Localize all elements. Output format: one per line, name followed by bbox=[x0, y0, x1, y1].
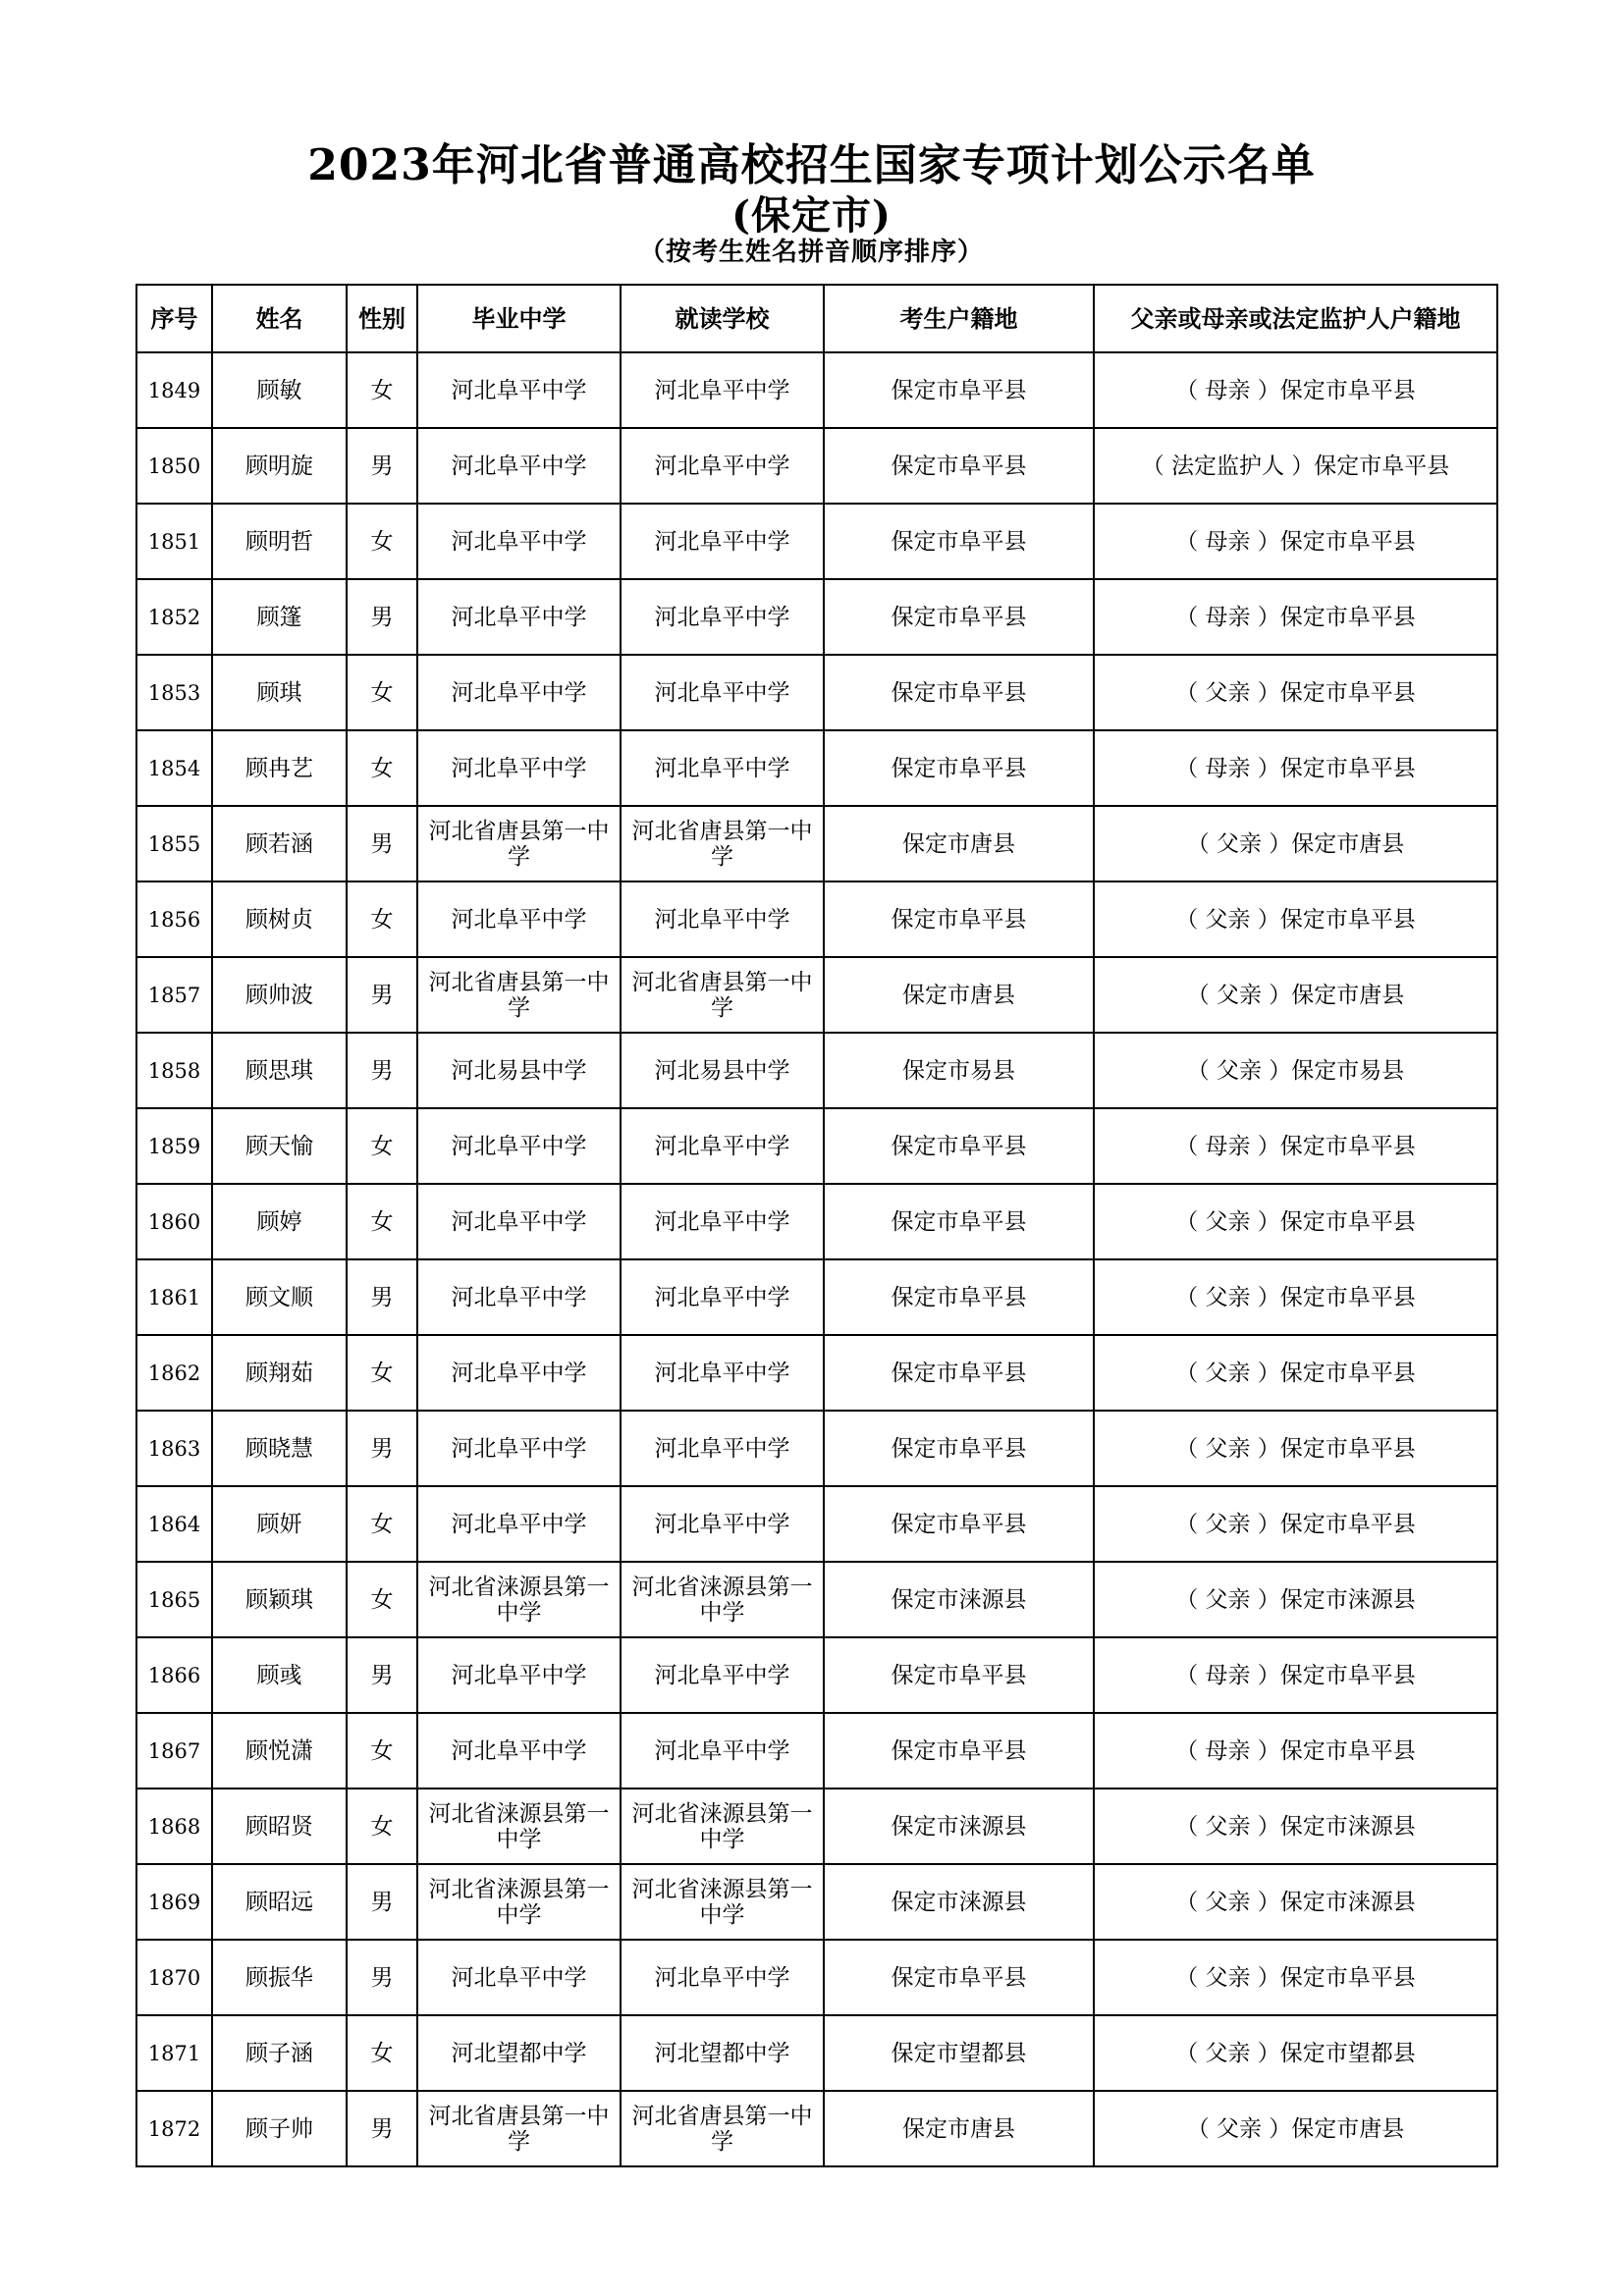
cell-guardian-domicile: （ 母亲 ）保定市阜平县 bbox=[1094, 1713, 1497, 1789]
cell-gender: 男 bbox=[347, 957, 417, 1033]
header-graduated-school: 毕业中学 bbox=[417, 285, 621, 352]
table-row bbox=[136, 1184, 1497, 1259]
cell-student-domicile: 保定市阜平县 bbox=[824, 1335, 1094, 1411]
cell-name: 顾敏 bbox=[212, 352, 347, 428]
cell-current-school: 河北阜平中学 bbox=[621, 352, 824, 428]
cell-seq: 1868 bbox=[136, 1789, 212, 1864]
cell-seq: 1858 bbox=[136, 1033, 212, 1108]
cell-student-domicile: 保定市唐县 bbox=[824, 2091, 1094, 2166]
table-row bbox=[136, 1789, 1497, 1864]
cell-student-domicile: 保定市阜平县 bbox=[824, 1108, 1094, 1184]
cell-graduated-school: 河北望都中学 bbox=[417, 2015, 621, 2091]
cell-name: 顾昭远 bbox=[212, 1864, 347, 1940]
cell-student-domicile: 保定市阜平县 bbox=[824, 1637, 1094, 1713]
cell-guardian-domicile: （ 父亲 ）保定市阜平县 bbox=[1094, 1259, 1497, 1335]
cell-guardian-domicile: （ 父亲 ）保定市望都县 bbox=[1094, 2015, 1497, 2091]
cell-guardian-domicile: （ 母亲 ）保定市阜平县 bbox=[1094, 579, 1497, 655]
cell-gender: 女 bbox=[347, 1789, 417, 1864]
header-guardian-domicile: 父亲或母亲或法定监护人户籍地 bbox=[1094, 285, 1497, 352]
cell-name: 顾子帅 bbox=[212, 2091, 347, 2166]
cell-name: 顾天愉 bbox=[212, 1108, 347, 1184]
table-row bbox=[136, 655, 1497, 730]
cell-gender: 女 bbox=[347, 2015, 417, 2091]
cell-seq: 1855 bbox=[136, 806, 212, 881]
cell-graduated-school: 河北阜平中学 bbox=[417, 1940, 621, 2015]
cell-seq: 1866 bbox=[136, 1637, 212, 1713]
table-row bbox=[136, 730, 1497, 806]
cell-current-school: 河北阜平中学 bbox=[621, 730, 824, 806]
cell-name: 顾明旋 bbox=[212, 428, 347, 504]
cell-student-domicile: 保定市阜平县 bbox=[824, 1411, 1094, 1486]
cell-student-domicile: 保定市阜平县 bbox=[824, 1940, 1094, 2015]
cell-graduated-school: 河北阜平中学 bbox=[417, 1335, 621, 1411]
table-row bbox=[136, 2015, 1497, 2091]
cell-guardian-domicile: （ 父亲 ）保定市阜平县 bbox=[1094, 655, 1497, 730]
cell-name: 顾昭贤 bbox=[212, 1789, 347, 1864]
cell-guardian-domicile: （ 父亲 ）保定市阜平县 bbox=[1094, 1335, 1497, 1411]
cell-name: 顾颖琪 bbox=[212, 1562, 347, 1637]
cell-current-school: 河北省唐县第一中学 bbox=[621, 2091, 824, 2166]
cell-gender: 男 bbox=[347, 579, 417, 655]
cell-name: 顾篷 bbox=[212, 579, 347, 655]
table-row bbox=[136, 428, 1497, 504]
cell-seq: 1860 bbox=[136, 1184, 212, 1259]
cell-current-school: 河北阜平中学 bbox=[621, 1259, 824, 1335]
cell-gender: 女 bbox=[347, 1335, 417, 1411]
cell-guardian-domicile: （ 父亲 ）保定市唐县 bbox=[1094, 806, 1497, 881]
cell-guardian-domicile: （ 母亲 ）保定市阜平县 bbox=[1094, 730, 1497, 806]
cell-student-domicile: 保定市阜平县 bbox=[824, 1486, 1094, 1562]
cell-gender: 女 bbox=[347, 352, 417, 428]
cell-student-domicile: 保定市阜平县 bbox=[824, 504, 1094, 579]
cell-seq: 1864 bbox=[136, 1486, 212, 1562]
cell-name: 顾悦潇 bbox=[212, 1713, 347, 1789]
cell-gender: 女 bbox=[347, 1108, 417, 1184]
cell-graduated-school: 河北阜平中学 bbox=[417, 504, 621, 579]
table-row bbox=[136, 806, 1497, 881]
document-subtitle: (保定市) bbox=[731, 192, 892, 239]
cell-student-domicile: 保定市阜平县 bbox=[824, 655, 1094, 730]
cell-graduated-school: 河北省涞源县第一中学 bbox=[417, 1562, 621, 1637]
cell-name: 顾晓慧 bbox=[212, 1411, 347, 1486]
table-row bbox=[136, 957, 1497, 1033]
cell-gender: 女 bbox=[347, 1562, 417, 1637]
cell-current-school: 河北省涞源县第一中学 bbox=[621, 1562, 824, 1637]
cell-current-school: 河北阜平中学 bbox=[621, 1637, 824, 1713]
table-row bbox=[136, 504, 1497, 579]
cell-student-domicile: 保定市涞源县 bbox=[824, 1789, 1094, 1864]
roster-table bbox=[135, 284, 1498, 2167]
cell-gender: 男 bbox=[347, 1864, 417, 1940]
table-row bbox=[136, 1562, 1497, 1637]
cell-graduated-school: 河北阜平中学 bbox=[417, 881, 621, 957]
cell-graduated-school: 河北阜平中学 bbox=[417, 1259, 621, 1335]
cell-graduated-school: 河北省唐县第一中学 bbox=[417, 957, 621, 1033]
cell-current-school: 河北望都中学 bbox=[621, 2015, 824, 2091]
cell-student-domicile: 保定市唐县 bbox=[824, 957, 1094, 1033]
table-row bbox=[136, 1864, 1497, 1940]
cell-seq: 1857 bbox=[136, 957, 212, 1033]
cell-current-school: 河北阜平中学 bbox=[621, 1411, 824, 1486]
cell-student-domicile: 保定市阜平县 bbox=[824, 352, 1094, 428]
cell-seq: 1851 bbox=[136, 504, 212, 579]
cell-seq: 1871 bbox=[136, 2015, 212, 2091]
cell-seq: 1852 bbox=[136, 579, 212, 655]
cell-guardian-domicile: （ 母亲 ）保定市阜平县 bbox=[1094, 352, 1497, 428]
cell-graduated-school: 河北省唐县第一中学 bbox=[417, 806, 621, 881]
table-row bbox=[136, 1940, 1497, 2015]
cell-gender: 男 bbox=[347, 1033, 417, 1108]
cell-guardian-domicile: （ 父亲 ）保定市阜平县 bbox=[1094, 881, 1497, 957]
cell-gender: 男 bbox=[347, 428, 417, 504]
cell-graduated-school: 河北阜平中学 bbox=[417, 1411, 621, 1486]
cell-name: 顾妍 bbox=[212, 1486, 347, 1562]
table-row bbox=[136, 1335, 1497, 1411]
cell-current-school: 河北阜平中学 bbox=[621, 428, 824, 504]
cell-graduated-school: 河北阜平中学 bbox=[417, 579, 621, 655]
cell-graduated-school: 河北阜平中学 bbox=[417, 1637, 621, 1713]
cell-seq: 1862 bbox=[136, 1335, 212, 1411]
table-row bbox=[136, 1713, 1497, 1789]
cell-name: 顾帅波 bbox=[212, 957, 347, 1033]
cell-seq: 1849 bbox=[136, 352, 212, 428]
cell-guardian-domicile: （ 母亲 ）保定市阜平县 bbox=[1094, 504, 1497, 579]
cell-seq: 1863 bbox=[136, 1411, 212, 1486]
cell-student-domicile: 保定市阜平县 bbox=[824, 881, 1094, 957]
cell-graduated-school: 河北阜平中学 bbox=[417, 1184, 621, 1259]
table-row bbox=[136, 2091, 1497, 2166]
header-current-school: 就读学校 bbox=[621, 285, 824, 352]
cell-gender: 女 bbox=[347, 1713, 417, 1789]
cell-gender: 男 bbox=[347, 1259, 417, 1335]
cell-current-school: 河北省唐县第一中学 bbox=[621, 957, 824, 1033]
cell-name: 顾婷 bbox=[212, 1184, 347, 1259]
cell-name: 顾子涵 bbox=[212, 2015, 347, 2091]
table-row bbox=[136, 881, 1497, 957]
cell-current-school: 河北阜平中学 bbox=[621, 881, 824, 957]
cell-gender: 男 bbox=[347, 1637, 417, 1713]
cell-guardian-domicile: （ 父亲 ）保定市涞源县 bbox=[1094, 1562, 1497, 1637]
cell-graduated-school: 河北省涞源县第一中学 bbox=[417, 1789, 621, 1864]
cell-graduated-school: 河北省涞源县第一中学 bbox=[417, 1864, 621, 1940]
cell-name: 顾琪 bbox=[212, 655, 347, 730]
cell-student-domicile: 保定市阜平县 bbox=[824, 1713, 1094, 1789]
table-row bbox=[136, 1259, 1497, 1335]
cell-seq: 1853 bbox=[136, 655, 212, 730]
cell-guardian-domicile: （ 母亲 ）保定市阜平县 bbox=[1094, 1108, 1497, 1184]
cell-student-domicile: 保定市涞源县 bbox=[824, 1864, 1094, 1940]
cell-name: 顾振华 bbox=[212, 1940, 347, 2015]
cell-graduated-school: 河北阜平中学 bbox=[417, 1713, 621, 1789]
cell-student-domicile: 保定市阜平县 bbox=[824, 1184, 1094, 1259]
cell-gender: 女 bbox=[347, 730, 417, 806]
cell-guardian-domicile: （ 父亲 ）保定市唐县 bbox=[1094, 2091, 1497, 2166]
table-row bbox=[136, 1637, 1497, 1713]
cell-seq: 1867 bbox=[136, 1713, 212, 1789]
document-sort-note: （按考生姓名拼音顺序排序） bbox=[638, 238, 984, 267]
header-gender: 性别 bbox=[347, 285, 417, 352]
cell-guardian-domicile: （ 父亲 ）保定市涞源县 bbox=[1094, 1864, 1497, 1940]
cell-name: 顾若涵 bbox=[212, 806, 347, 881]
cell-current-school: 河北易县中学 bbox=[621, 1033, 824, 1108]
cell-name: 顾明哲 bbox=[212, 504, 347, 579]
cell-guardian-domicile: （ 父亲 ）保定市阜平县 bbox=[1094, 1486, 1497, 1562]
header-name: 姓名 bbox=[212, 285, 347, 352]
cell-guardian-domicile: （ 父亲 ）保定市阜平县 bbox=[1094, 1411, 1497, 1486]
cell-graduated-school: 河北阜平中学 bbox=[417, 352, 621, 428]
header-student-domicile: 考生户籍地 bbox=[824, 285, 1094, 352]
cell-current-school: 河北阜平中学 bbox=[621, 1108, 824, 1184]
cell-name: 顾树贞 bbox=[212, 881, 347, 957]
cell-gender: 女 bbox=[347, 881, 417, 957]
table-header-row bbox=[136, 285, 1497, 352]
cell-graduated-school: 河北阜平中学 bbox=[417, 1486, 621, 1562]
cell-current-school: 河北省唐县第一中学 bbox=[621, 806, 824, 881]
cell-seq: 1850 bbox=[136, 428, 212, 504]
cell-name: 顾冉艺 bbox=[212, 730, 347, 806]
header-seq: 序号 bbox=[136, 285, 212, 352]
cell-seq: 1854 bbox=[136, 730, 212, 806]
cell-current-school: 河北阜平中学 bbox=[621, 1940, 824, 2015]
cell-gender: 男 bbox=[347, 1411, 417, 1486]
table-row bbox=[136, 1033, 1497, 1108]
cell-guardian-domicile: （ 父亲 ）保定市阜平县 bbox=[1094, 1940, 1497, 2015]
cell-gender: 女 bbox=[347, 1486, 417, 1562]
cell-gender: 女 bbox=[347, 504, 417, 579]
document-title: 2023年河北省普通高校招生国家专项计划公示名单 bbox=[307, 140, 1316, 190]
cell-student-domicile: 保定市望都县 bbox=[824, 2015, 1094, 2091]
cell-gender: 女 bbox=[347, 655, 417, 730]
cell-current-school: 河北省涞源县第一中学 bbox=[621, 1864, 824, 1940]
cell-seq: 1856 bbox=[136, 881, 212, 957]
cell-current-school: 河北阜平中学 bbox=[621, 579, 824, 655]
cell-seq: 1859 bbox=[136, 1108, 212, 1184]
cell-student-domicile: 保定市唐县 bbox=[824, 806, 1094, 881]
cell-graduated-school: 河北阜平中学 bbox=[417, 1108, 621, 1184]
cell-graduated-school: 河北阜平中学 bbox=[417, 730, 621, 806]
cell-gender: 男 bbox=[347, 1940, 417, 2015]
cell-student-domicile: 保定市易县 bbox=[824, 1033, 1094, 1108]
cell-guardian-domicile: （ 父亲 ）保定市涞源县 bbox=[1094, 1789, 1497, 1864]
cell-student-domicile: 保定市阜平县 bbox=[824, 1259, 1094, 1335]
cell-student-domicile: 保定市涞源县 bbox=[824, 1562, 1094, 1637]
cell-current-school: 河北阜平中学 bbox=[621, 1335, 824, 1411]
cell-graduated-school: 河北易县中学 bbox=[417, 1033, 621, 1108]
cell-current-school: 河北阜平中学 bbox=[621, 655, 824, 730]
cell-seq: 1872 bbox=[136, 2091, 212, 2166]
cell-name: 顾翔茹 bbox=[212, 1335, 347, 1411]
cell-guardian-domicile: （ 母亲 ）保定市阜平县 bbox=[1094, 1637, 1497, 1713]
table-row bbox=[136, 1108, 1497, 1184]
cell-graduated-school: 河北省唐县第一中学 bbox=[417, 2091, 621, 2166]
table-row bbox=[136, 579, 1497, 655]
cell-guardian-domicile: （ 父亲 ）保定市易县 bbox=[1094, 1033, 1497, 1108]
cell-current-school: 河北阜平中学 bbox=[621, 1713, 824, 1789]
cell-student-domicile: 保定市阜平县 bbox=[824, 730, 1094, 806]
cell-guardian-domicile: （ 法定监护人 ）保定市阜平县 bbox=[1094, 428, 1497, 504]
cell-current-school: 河北阜平中学 bbox=[621, 1486, 824, 1562]
table-row bbox=[136, 1411, 1497, 1486]
cell-current-school: 河北省涞源县第一中学 bbox=[621, 1789, 824, 1864]
cell-graduated-school: 河北阜平中学 bbox=[417, 655, 621, 730]
cell-seq: 1861 bbox=[136, 1259, 212, 1335]
cell-name: 顾文顺 bbox=[212, 1259, 347, 1335]
cell-student-domicile: 保定市阜平县 bbox=[824, 428, 1094, 504]
cell-graduated-school: 河北阜平中学 bbox=[417, 428, 621, 504]
cell-gender: 男 bbox=[347, 2091, 417, 2166]
cell-seq: 1865 bbox=[136, 1562, 212, 1637]
cell-name: 顾思琪 bbox=[212, 1033, 347, 1108]
cell-gender: 男 bbox=[347, 806, 417, 881]
cell-guardian-domicile: （ 父亲 ）保定市阜平县 bbox=[1094, 1184, 1497, 1259]
cell-seq: 1870 bbox=[136, 1940, 212, 2015]
table-row bbox=[136, 352, 1497, 428]
cell-student-domicile: 保定市阜平县 bbox=[824, 579, 1094, 655]
cell-current-school: 河北阜平中学 bbox=[621, 504, 824, 579]
cell-gender: 女 bbox=[347, 1184, 417, 1259]
cell-current-school: 河北阜平中学 bbox=[621, 1184, 824, 1259]
cell-seq: 1869 bbox=[136, 1864, 212, 1940]
cell-guardian-domicile: （ 父亲 ）保定市唐县 bbox=[1094, 957, 1497, 1033]
table-row bbox=[136, 1486, 1497, 1562]
cell-name: 顾彧 bbox=[212, 1637, 347, 1713]
